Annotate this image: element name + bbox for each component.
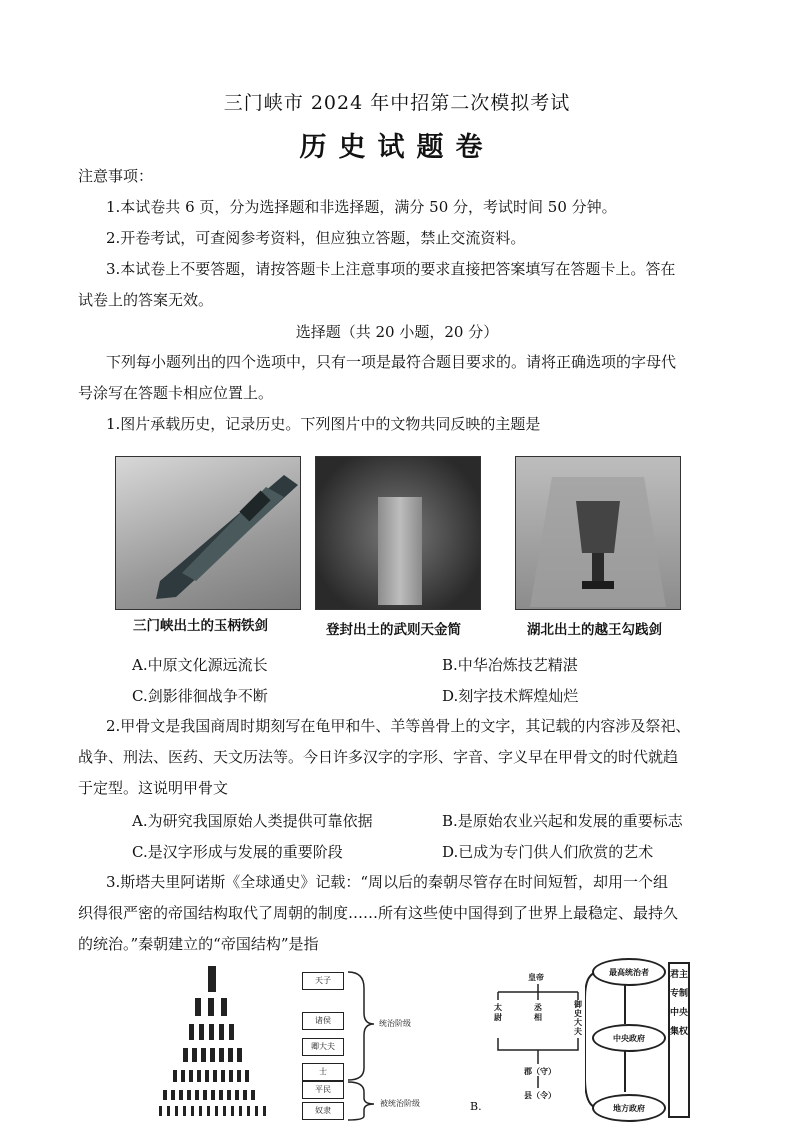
pyramid-figures-illustration: [155, 962, 270, 1120]
rank-box-4: 士: [302, 1063, 344, 1081]
q2-stem-2: 战争、刑法、医药、天文历法等。今日许多汉字的字形、字音、字义早在甲骨文的时代就趋: [78, 748, 679, 766]
notice-item-1: 1.本试卷共 6 页，分为选择题和非选择题，满分 50 分，考试时间 50 分钟。: [106, 198, 617, 216]
diagram-b-minister-3: 御史大夫: [574, 999, 582, 1036]
notice-item-3: 3.本试卷上不要答题，请按答题卡上注意事项的要求直接把答案填写在答题卡上。答在: [106, 260, 676, 278]
notice-item-2: 2.开卷考试，可查阅参考资料，但应独立答题，禁止交流资料。: [106, 229, 526, 247]
gold-slip-shape: [378, 497, 422, 605]
section-title: 选择题（共 20 小题，20 分）: [295, 323, 499, 341]
q1-stem: 1.图片承载历史，记录历史。下列图片中的文物共同反映的主题是: [106, 415, 541, 433]
notice-heading: 注意事项：: [78, 167, 154, 185]
q2-option-a: A.为研究我国原始人类提供可靠依据: [132, 812, 373, 830]
display-case-illustration: [516, 457, 680, 609]
photo-goujian-sword: [515, 456, 681, 610]
rank-box-5: 平民: [302, 1081, 344, 1099]
diagram-b-prefecture: 郡（守）: [524, 1066, 556, 1076]
group-ruled: 被统治阶级: [380, 1099, 420, 1108]
caption-photo-2: 登封出土的武则天金简: [326, 622, 461, 638]
q2-option-b: B.是原始农业兴起和发展的重要标志: [442, 812, 683, 830]
section-instructions-2: 号涂写在答题卡相应位置上。: [78, 384, 274, 402]
photo-wu-zetian-gold-slip: [315, 456, 481, 610]
diagram-b-minister-1: 太尉: [494, 1002, 502, 1022]
q2-option-d: D.已成为专门供人们欣赏的艺术: [442, 843, 654, 861]
q3-stem-2: 织得很严密的帝国结构取代了周朝的制度……所有这些使中国得到了世界上最稳定、最持久: [78, 904, 679, 922]
node-supreme-ruler: 最高统治者: [592, 958, 666, 986]
q1-option-c: C.剑影徘徊战争不断: [132, 687, 268, 705]
node-local-government: 地方政府: [592, 1094, 666, 1122]
node-central-government: 中央政府: [592, 1024, 666, 1052]
label-autocracy-centralization: 君主专制中央集权: [668, 962, 690, 1118]
photo-jade-hilt-iron-sword: [115, 456, 301, 610]
q1-option-d: D.刻字技术辉煌灿烂: [442, 687, 579, 705]
sword-illustration: [116, 457, 300, 609]
q3-stem-1: 3.斯塔夫里阿诺斯《全球通史》记载：“周以后的秦朝尽管存在时间短暂，却用一个组: [106, 873, 668, 891]
q2-stem-1: 2.甲骨文是我国商周时期刻写在龟甲和牛、羊等兽骨上的文字，其记载的内容涉及祭祀、: [106, 717, 691, 735]
q2-option-c: C.是汉字形成与发展的重要阶段: [132, 843, 343, 861]
rank-box-3: 卿大夫: [302, 1038, 344, 1056]
caption-photo-1: 三门峡出土的玉柄铁剑: [133, 618, 268, 634]
caption-photo-3: 湖北出土的越王勾践剑: [527, 622, 662, 638]
q1-option-a: A.中原文化源远流长: [132, 656, 268, 674]
q3-stem-3: 的统治。”秦朝建立的“帝国结构”是指: [78, 935, 319, 953]
group-ruling: 统治阶级: [379, 1019, 411, 1028]
diagram-b-top: 皇帝: [528, 972, 544, 982]
paper-title: 历史试题卷: [299, 132, 495, 163]
notice-item-3-cont: 试卷上的答案无效。: [78, 291, 214, 309]
section-instructions-1: 下列每小题列出的四个选项中，只有一项是最符合题目要求的。请将正确选项的字母代: [106, 353, 677, 371]
diagram-b-letter: B.: [470, 1100, 482, 1113]
rank-box-1: 天子: [302, 972, 344, 990]
rank-box-6: 奴隶: [302, 1102, 344, 1120]
q1-option-b: B.中华冶炼技艺精湛: [442, 656, 578, 674]
diagram-b-minister-2: 丞相: [534, 1002, 542, 1022]
rank-box-2: 诸侯: [302, 1012, 344, 1030]
diagram-b-county: 县（令）: [524, 1090, 556, 1100]
exam-title: 三门峡市 2024 年中招第二次模拟考试: [223, 92, 571, 114]
q2-stem-3: 于定型。这说明甲骨文: [78, 779, 229, 797]
